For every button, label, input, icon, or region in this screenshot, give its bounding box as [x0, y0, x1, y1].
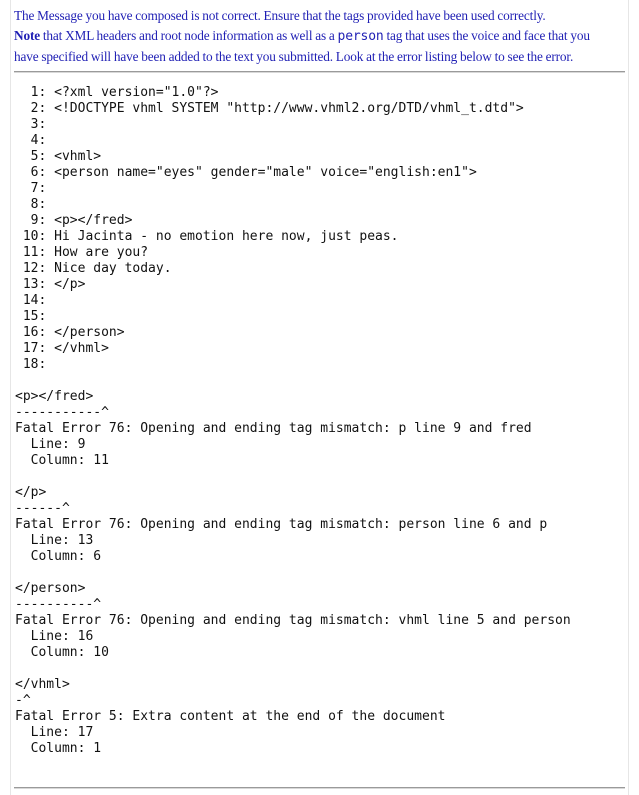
error-message	[14, 6, 626, 67]
listing-line: 13: </p>	[15, 277, 86, 292]
message-line-2	[14, 26, 626, 47]
listing-line	[15, 565, 571, 581]
listing-line: ------^	[15, 501, 70, 516]
listing-line: 15:	[15, 309, 47, 324]
listing-line: 16: </person>	[15, 325, 125, 340]
listing-line: 12: Nice day today.	[15, 261, 172, 276]
listing-line: Column: 1	[15, 741, 102, 756]
listing-line: 1: <?xml version="1.0"?>	[15, 85, 219, 100]
listing-line: 5: <vhml>	[15, 149, 102, 164]
listing-line: 14:	[15, 293, 47, 308]
listing-line: Fatal Error 76: Opening and ending tag mismatch: vhml line 5 and person	[15, 613, 571, 628]
listing-line: <p></fred>	[15, 389, 94, 404]
listing-line: Fatal Error 5: Extra content at the end of the document	[15, 709, 446, 724]
listing-line: -----------^	[15, 405, 109, 420]
listing-line: 7:	[15, 181, 47, 196]
listing-line: </p>	[15, 485, 47, 500]
listing-line: 4:	[15, 133, 47, 148]
message-line-2-end: tag that uses the voice and face that you	[383, 28, 590, 43]
listing-line	[15, 469, 571, 485]
listing-line: 11: How are you?	[15, 245, 149, 260]
listing-line: Column: 11	[15, 453, 109, 468]
listing-line: Column: 6	[15, 549, 102, 564]
listing-line: ----------^	[15, 597, 102, 612]
top-divider	[14, 71, 625, 73]
listing-line: 3:	[15, 117, 47, 132]
listing-line	[15, 373, 571, 389]
listing-line: 17: </vhml>	[15, 341, 109, 356]
listing-line: Column: 10	[15, 645, 109, 660]
listing-line: 10: Hi Jacinta - no emotion here now, just peas.	[15, 229, 399, 244]
message-line-2-start: that XML headers and root node information as well as a	[39, 28, 338, 43]
listing-line: 2: <!DOCTYPE vhml SYSTEM "http://www.vhml2.org/DTD/vhml_t.dtd">	[15, 101, 524, 116]
listing-line: Line: 9	[15, 437, 86, 452]
listing-line: Line: 17	[15, 725, 94, 740]
listing-line: 8:	[15, 197, 47, 212]
listing-line: Line: 16	[15, 629, 94, 644]
message-line-3: have specified will have been added to the text you submitted. Look at the error listing below to see the error.	[14, 49, 574, 64]
listing-line: Fatal Error 76: Opening and ending tag mismatch: person line 6 and p	[15, 517, 548, 532]
listing-line: 18:	[15, 357, 47, 372]
listing-line: </person>	[15, 581, 86, 596]
listing-line: </vhml>	[15, 677, 70, 692]
listing-line	[15, 661, 571, 677]
listing-line: 9: <p></fred>	[15, 213, 133, 228]
message-line-1: The Message you have composed is not correct. Ensure that the tags provided have been used correctly.	[14, 8, 546, 23]
listing-line: Fatal Error 76: Opening and ending tag mismatch: p line 9 and fred	[15, 421, 532, 436]
bottom-divider	[14, 787, 625, 789]
listing-line: -^	[15, 693, 31, 708]
listing-line: Line: 13	[15, 533, 94, 548]
note-label: Note	[14, 28, 40, 43]
error-listing	[15, 85, 571, 757]
listing-line: 6: <person name="eyes" gender="male" voice="english:en1">	[15, 165, 477, 180]
person-tag-name: person	[337, 29, 384, 44]
